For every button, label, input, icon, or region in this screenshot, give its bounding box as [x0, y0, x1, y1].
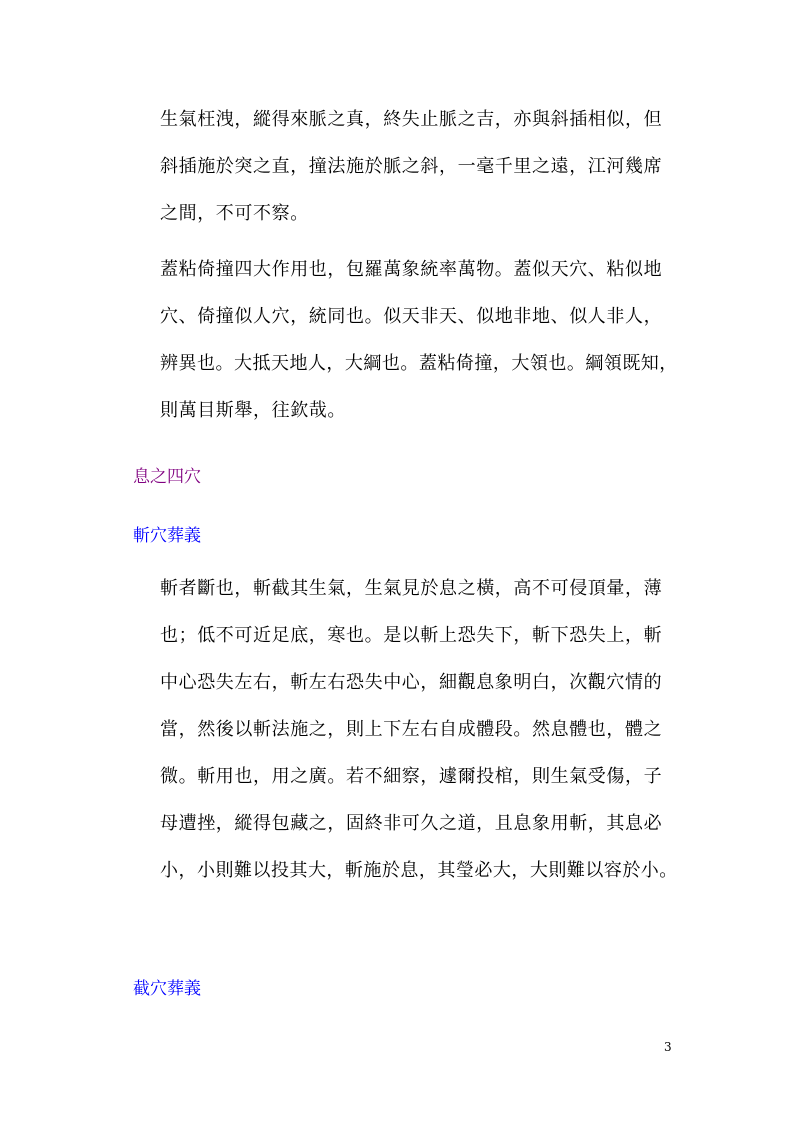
page-number: 3: [664, 1040, 672, 1054]
paragraph-line: 中心恐失左右，斬左右恐失中心，細觀息象明白，次觀穴情的: [160, 672, 663, 693]
paragraph-line: 則萬目斯舉，往欽哉。: [160, 400, 346, 421]
paragraph-line: 辨異也。大抵天地人，大綱也。蓋粘倚撞，大領也。綱領既知，: [160, 353, 678, 374]
paragraph-line: 斜插施於突之直，撞法施於脈之斜，一毫千里之遠，江河幾席: [160, 156, 663, 177]
paragraph-line: 斬者斷也，斬截其生氣，生氣見於息之橫，高不可侵頂暈，薄: [160, 578, 663, 599]
paragraph-line: 也；低不可近足底，寒也。是以斬上恐失下，斬下恐失上，斬: [160, 625, 663, 646]
paragraph-line: 生氣枉洩，縱得來脈之真，終失止脈之吉，亦與斜插相似，但: [160, 109, 663, 130]
paragraph-line: 母遭挫，縱得包藏之，固終非可久之道，且息象用斬，其息必: [160, 813, 663, 834]
paragraph-line: 當，然後以斬法施之，則上下左右自成體段。然息體也，體之: [160, 719, 663, 740]
paragraph-line: 蓋粘倚撞四大作用也，包羅萬象統率萬物。蓋似天穴、粘似地: [160, 259, 663, 280]
paragraph-line: 穴、倚撞似人穴，統同也。似天非天、似地非地、似人非人，: [160, 306, 663, 327]
paragraph-line: 小，小則難以投其大，斬施於息，其瑩必大，大則難以容於小。: [160, 860, 678, 881]
paragraph-line: 之間，不可不察。: [160, 203, 309, 224]
section-heading: 息之四穴: [133, 467, 201, 487]
subsection-heading: 截穴葬義: [133, 979, 201, 999]
subsection-heading: 斬穴葬義: [133, 526, 201, 546]
paragraph-line: 微。斬用也，用之廣。若不細察，遽爾投棺，則生氣受傷，子: [160, 766, 663, 787]
